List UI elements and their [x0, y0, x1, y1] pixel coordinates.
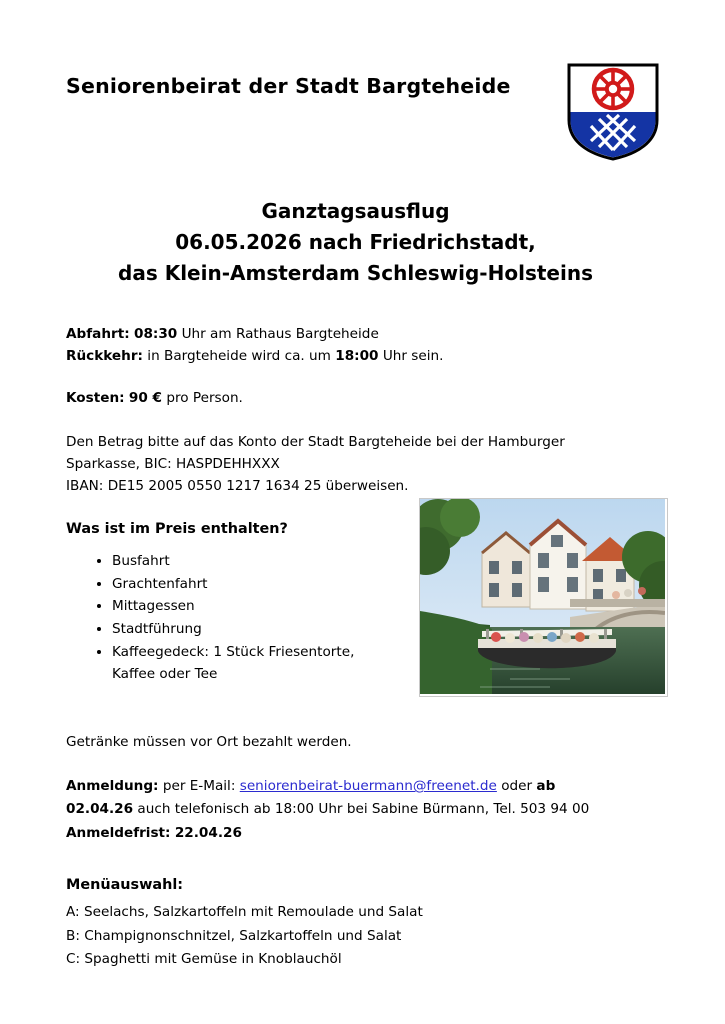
list-item: • Stadtführung — [112, 618, 665, 640]
list-item-line-2: Kaffee oder Tee — [112, 665, 218, 682]
departure-label: Abfahrt: — [66, 326, 130, 342]
transfer-line-2: Sparkasse, BIC: HASPDEHHXXX — [66, 456, 280, 473]
menu-option-b: B: Champignonschnitzel, Salzkartoffeln und Salat — [66, 927, 402, 944]
signup-info — [66, 775, 665, 845]
deadline-label: Anmeldefrist: — [66, 824, 171, 841]
departure-location: Uhr am Rathaus Bargteheide — [177, 326, 379, 342]
signup-line-1 — [66, 775, 665, 798]
event-title — [66, 196, 645, 289]
transfer-info — [66, 431, 665, 497]
bargteheide-coat-of-arms-icon — [565, 62, 661, 162]
signup-ab: ab — [536, 778, 556, 795]
list-item: • Grachtenfahrt — [112, 573, 665, 595]
list-item-line-1: Kaffeegedeck: 1 Stück Friesentorte, — [112, 643, 355, 660]
departure-time: 08:30 — [133, 326, 178, 342]
friedrichstadt-photo — [419, 498, 668, 697]
transfer-line-1: Den Betrag bitte auf das Konto der Stadt Bargteheide bei der Hamburger — [66, 434, 565, 451]
drinks-note: Getränke müssen vor Ort bezahlt werden. — [66, 734, 352, 751]
signup-text-after: oder — [496, 778, 537, 795]
menu-heading: Menüauswahl: — [66, 877, 184, 894]
return-text-after: Uhr sein. — [378, 348, 444, 365]
event-title-line-1: Ganztagsausflug — [261, 199, 450, 223]
return-time: 18:00 — [335, 348, 379, 365]
return-label: Rückkehr: — [66, 348, 143, 365]
cost-label: Kosten: — [66, 390, 125, 407]
signup-label: Anmeldung: — [66, 778, 159, 795]
header — [66, 62, 665, 162]
deadline-date: 22.04.26 — [174, 824, 242, 841]
transfer-line-3: IBAN: DE15 2005 0550 1217 1634 25 überweisen. — [66, 478, 409, 495]
return-line — [66, 345, 665, 367]
departure-line — [66, 323, 665, 345]
signup-deadline — [66, 822, 665, 845]
included-heading: Was ist im Preis enthalten? — [66, 521, 288, 538]
signup-email-link[interactable]: seniorenbeirat-buermann@freenet.de — [239, 778, 497, 795]
cost-text-after: pro Person. — [162, 390, 243, 407]
signup-text-before: per E-Mail: — [158, 778, 240, 795]
event-title-line-3: das Klein-Amsterdam Schleswig-Holsteins — [118, 261, 593, 285]
signup-line-2 — [66, 798, 665, 821]
signup-phone-start-date: 02.04.26 — [66, 801, 134, 818]
return-text-before: in Bargteheide wird ca. um — [142, 348, 336, 365]
menu-options — [66, 901, 665, 971]
menu-option-c: C: Spaghetti mit Gemüse in Knoblauchöl — [66, 950, 342, 967]
signup-phone-text: auch telefonisch ab 18:00 Uhr bei Sabine Bürmann, Tel. 503 94 00 — [133, 801, 590, 818]
list-item: • Busfahrt — [112, 550, 665, 572]
cost-amount: 90 € — [128, 390, 162, 407]
event-title-line-2: 06.05.2026 nach Friedrichstadt, — [175, 230, 536, 254]
cost-info — [66, 387, 665, 409]
menu-option-a: A: Seelachs, Salzkartoffeln mit Remoulade und Salat — [66, 904, 423, 921]
org-title: Seniorenbeirat der Stadt Bargteheide — [66, 74, 511, 98]
departure-info — [66, 323, 665, 367]
list-item: • Mittagessen — [112, 595, 665, 617]
